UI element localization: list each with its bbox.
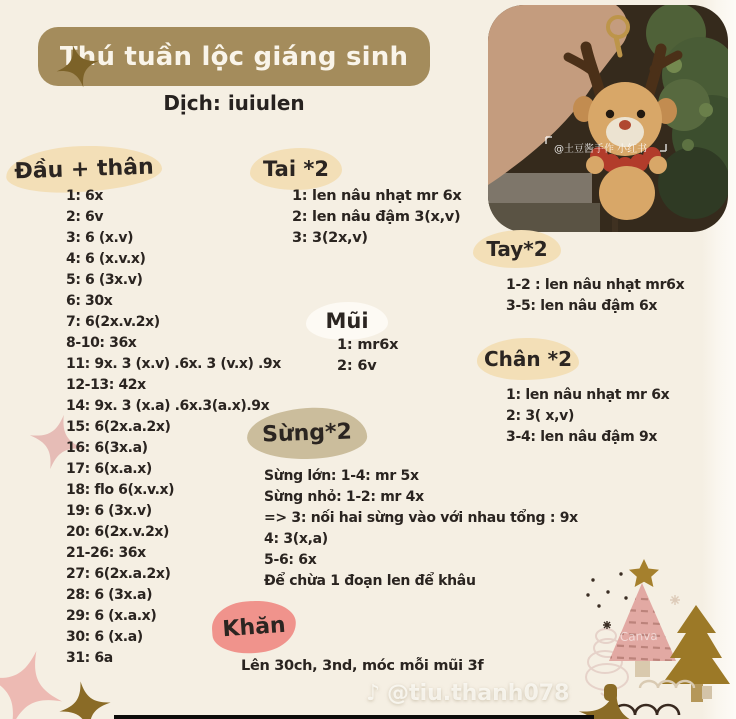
pattern-line: 1: len nâu nhạt mr 6x [292,188,462,204]
pattern-line: 2: 6v [66,209,104,225]
pink-tree [605,559,680,677]
pattern-line: 18: flo 6(x.v.x) [66,482,175,498]
pattern-line: 8-10: 36x [66,335,137,351]
snowflake-icon [670,595,680,605]
pattern-line: 1: len nâu nhạt mr 6x [506,387,670,403]
pattern-line: Sừng nhỏ: 1-2: mr 4x [264,489,424,505]
reindeer-paw [649,156,667,174]
pattern-line: 3: 3(2x,v) [292,230,368,246]
pattern-line: 16: 6(3x.a) [66,440,148,456]
section-header-label: Chân *2 [484,347,572,371]
tiktok-note-icon: ♪ [366,681,381,706]
tree-trunk [635,661,650,677]
pattern-line: 6: 30x [66,293,113,309]
dots [586,572,627,607]
reindeer-paw [586,156,604,174]
pattern-line: 21-26: 36x [66,545,146,561]
section-tai-lines [292,186,461,249]
gift-stump [702,686,712,699]
pattern-line: 4: 6 (x.v.x) [66,251,146,267]
section-header-label: Khăn [221,612,287,642]
pattern-line: 1: mr6x [337,337,399,353]
pattern-line: Lên 30ch, 3nd, móc mỗi mũi 3f [241,658,484,674]
pattern-line: 5-6: 6x [264,552,317,568]
pattern-line: 3-4: len nâu đậm 9x [506,429,658,445]
bottom-bar [114,715,594,719]
section-sung-lines [264,466,578,592]
section-header-label: Mũi [325,309,369,333]
section-header-tay [473,230,561,268]
pattern-line: 31: 6a [66,650,113,666]
pattern-line: 29: 6 (x.a.x) [66,608,157,624]
pattern-line: 7: 6(2x.v.2x) [66,314,160,330]
pattern-line: 14: 9x. 3 (x.a) .6x.3(a.x).9x [66,398,270,414]
pattern-line: 1: 6x [66,188,103,204]
section-dau-than-lines [66,186,281,669]
product-photo [488,5,728,232]
table [488,173,600,232]
pattern-line: 17: 6(x.a.x) [66,461,152,477]
tiktok-handle: @tiu.thanh078 [387,681,570,706]
section-header-label: Đầu + thân [13,154,155,184]
section-header-label: Tay*2 [486,237,548,261]
pattern-line: 15: 6(2x.a.2x) [66,419,171,435]
pattern-line: 3-5: len nâu đậm 6x [506,298,658,314]
section-mui-lines [337,335,398,377]
photo-watermark: @土豆酱手作 小红书 [554,144,648,155]
reindeer-eye [606,110,614,118]
pattern-line: 27: 6(2x.a.2x) [66,566,171,582]
section-header-label: Tai *2 [263,157,329,181]
reindeer-body [599,166,655,220]
reindeer-nose [619,120,631,130]
section-header-label: Sừng*2 [261,419,353,448]
page-title: Thú tuần lộc giáng sinh [59,41,409,72]
pattern-line: => 3: nối hai sừng vào với nhau tổng : 9x [264,510,578,526]
sparkle-icon [55,677,115,719]
section-chan-lines [506,385,669,448]
pattern-line: 12-13: 42x [66,377,146,393]
pattern-line: 11: 9x. 3 (x.v) .6x. 3 (v.x) .9x [66,356,281,372]
pattern-line: 2: len nâu đậm 3(x,v) [292,209,461,225]
tiny-star-icon [603,621,611,629]
pattern-line: 19: 6 (3x.v) [66,503,152,519]
tiktok-watermark [366,681,569,706]
tree-star-icon [629,559,659,587]
pattern-line: 28: 6 (3x.a) [66,587,153,603]
pattern-line: 30: 6 (x.a) [66,629,143,645]
section-header-chan [477,338,579,380]
scallop-arcs [640,681,694,688]
pattern-line: 4: 3(x,a) [264,531,328,547]
pattern-line: 5: 6 (3x.v) [66,272,143,288]
pattern-line: 2: 3( x,v) [506,408,575,424]
section-khan-lines [241,656,483,677]
pattern-line: 2: 6v [337,358,377,374]
section-tay-lines [506,275,684,317]
pattern-line: Sừng lớn: 1-4: mr 5x [264,468,419,484]
canva-watermark: Canva [619,628,658,644]
pattern-line: 1-2 : len nâu nhạt mr6x [506,277,685,293]
reindeer-eye [637,110,645,118]
pattern-line: 20: 6(2x.v.2x) [66,524,170,540]
pattern-line: Để chừa 1 đoạn len để khâu [264,573,476,589]
section-header-tai [250,148,342,190]
translator-credit: Dịch: iuiulen [163,91,305,115]
pattern-line: 3: 6 (x.v) [66,230,134,246]
